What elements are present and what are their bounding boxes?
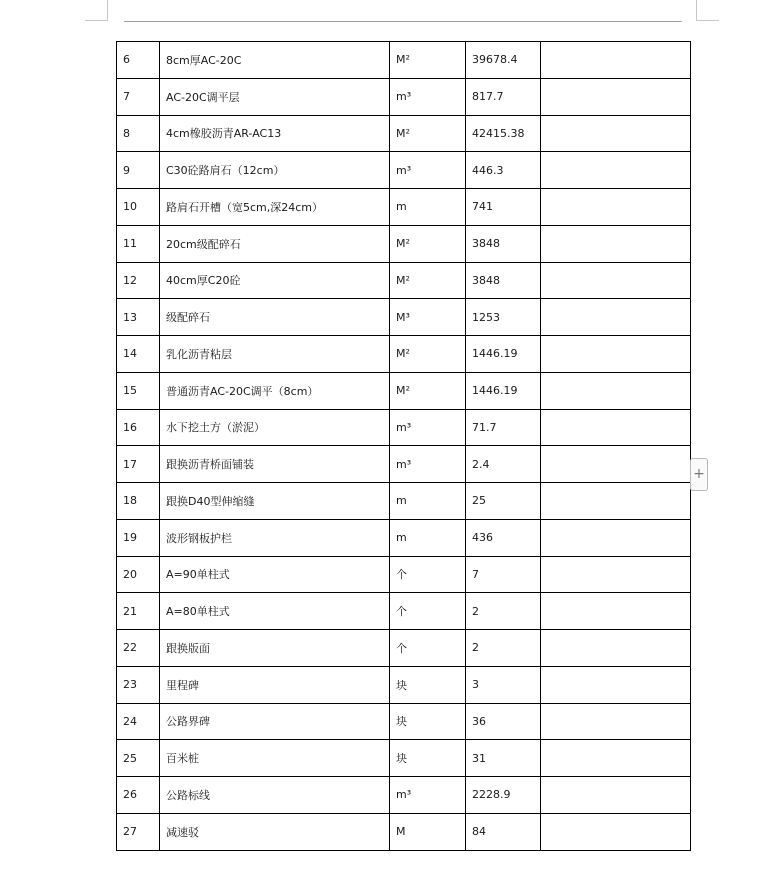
quantity-cell[interactable]: 741 — [466, 189, 541, 226]
unit-cell[interactable]: M — [390, 813, 466, 850]
unit-cell[interactable]: M² — [390, 262, 466, 299]
item-name-cell[interactable]: 4cm橡胶沥青AR-AC13 — [160, 115, 390, 152]
remark-cell[interactable] — [541, 556, 691, 593]
quantity-table-body — [117, 42, 691, 851]
table-row — [117, 813, 691, 850]
row-number-cell[interactable]: 11 — [117, 225, 160, 262]
remark-cell[interactable] — [541, 409, 691, 446]
row-number-cell[interactable]: 7 — [117, 78, 160, 115]
quantity-cell[interactable]: 71.7 — [466, 409, 541, 446]
row-number-cell[interactable]: 25 — [117, 740, 160, 777]
row-number-cell[interactable]: 10 — [117, 189, 160, 226]
item-name-cell[interactable]: 跟换D40型伸缩缝 — [160, 483, 390, 520]
table-row — [117, 703, 691, 740]
item-name-cell[interactable]: 减速驳 — [160, 813, 390, 850]
page-corner-mark-right — [696, 0, 719, 21]
item-name-cell[interactable]: A=80单柱式 — [160, 593, 390, 630]
quantity-cell[interactable]: 2 — [466, 593, 541, 630]
row-number-cell[interactable]: 16 — [117, 409, 160, 446]
item-name-cell[interactable]: A=90单柱式 — [160, 556, 390, 593]
quantity-cell[interactable]: 3848 — [466, 262, 541, 299]
remark-cell[interactable] — [541, 42, 691, 79]
item-name-cell[interactable]: 乳化沥青粘层 — [160, 336, 390, 373]
remark-cell[interactable] — [541, 813, 691, 850]
item-name-cell[interactable]: 里程碑 — [160, 666, 390, 703]
row-number-cell[interactable]: 6 — [117, 42, 160, 79]
item-name-cell[interactable]: 级配碎石 — [160, 299, 390, 336]
remark-cell[interactable] — [541, 630, 691, 667]
table-row — [117, 630, 691, 667]
quantity-cell[interactable]: 25 — [466, 483, 541, 520]
remark-cell[interactable] — [541, 78, 691, 115]
item-name-cell[interactable]: 百米桩 — [160, 740, 390, 777]
table-row — [117, 409, 691, 446]
unit-cell[interactable]: 个 — [390, 593, 466, 630]
quantity-cell[interactable]: 1446.19 — [466, 372, 541, 409]
row-number-cell[interactable]: 13 — [117, 299, 160, 336]
row-number-cell[interactable]: 27 — [117, 813, 160, 850]
table-row — [117, 666, 691, 703]
quantity-cell[interactable]: 817.7 — [466, 78, 541, 115]
quantity-cell[interactable]: 3848 — [466, 225, 541, 262]
unit-cell[interactable]: 块 — [390, 740, 466, 777]
item-name-cell[interactable]: AC-20C调平层 — [160, 78, 390, 115]
row-number-cell[interactable]: 19 — [117, 519, 160, 556]
row-number-cell[interactable]: 8 — [117, 115, 160, 152]
table-row — [117, 115, 691, 152]
remark-cell[interactable] — [541, 152, 691, 189]
item-name-cell[interactable]: 水下挖土方（淤泥） — [160, 409, 390, 446]
remark-cell[interactable] — [541, 262, 691, 299]
item-name-cell[interactable]: C30砼路肩石（12cm） — [160, 152, 390, 189]
remark-cell[interactable] — [541, 299, 691, 336]
unit-cell[interactable]: M³ — [390, 299, 466, 336]
item-name-cell[interactable]: 普通沥青AC-20C调平（8cm） — [160, 372, 390, 409]
row-number-cell[interactable]: 21 — [117, 593, 160, 630]
quantity-cell[interactable]: 1253 — [466, 299, 541, 336]
quantity-table — [116, 41, 691, 851]
table-row — [117, 262, 691, 299]
quantity-cell[interactable]: 2.4 — [466, 446, 541, 483]
row-number-cell[interactable]: 22 — [117, 630, 160, 667]
table-row — [117, 740, 691, 777]
table-row — [117, 225, 691, 262]
table-row — [117, 593, 691, 630]
item-name-cell[interactable]: 20cm级配碎石 — [160, 225, 390, 262]
remark-cell[interactable] — [541, 593, 691, 630]
page-corner-mark-left — [85, 0, 108, 21]
table-row — [117, 42, 691, 79]
unit-cell[interactable]: M² — [390, 115, 466, 152]
unit-cell[interactable]: m³ — [390, 409, 466, 446]
row-number-cell[interactable]: 17 — [117, 446, 160, 483]
table-row — [117, 556, 691, 593]
row-number-cell[interactable]: 24 — [117, 703, 160, 740]
item-name-cell[interactable]: 跟换版面 — [160, 630, 390, 667]
unit-cell[interactable]: 块 — [390, 703, 466, 740]
row-number-cell[interactable]: 12 — [117, 262, 160, 299]
quantity-cell[interactable]: 1446.19 — [466, 336, 541, 373]
unit-cell[interactable]: m — [390, 189, 466, 226]
row-number-cell[interactable]: 9 — [117, 152, 160, 189]
remark-cell[interactable] — [541, 115, 691, 152]
add-row-button[interactable]: + — [690, 458, 708, 491]
quantity-cell[interactable]: 31 — [466, 740, 541, 777]
remark-cell[interactable] — [541, 519, 691, 556]
unit-cell[interactable]: m³ — [390, 78, 466, 115]
remark-cell[interactable] — [541, 372, 691, 409]
table-row — [117, 152, 691, 189]
quantity-cell[interactable]: 2 — [466, 630, 541, 667]
remark-cell[interactable] — [541, 483, 691, 520]
quantity-cell[interactable]: 39678.4 — [466, 42, 541, 79]
remark-cell[interactable] — [541, 666, 691, 703]
row-number-cell[interactable]: 15 — [117, 372, 160, 409]
table-row — [117, 372, 691, 409]
remark-cell[interactable] — [541, 189, 691, 226]
item-name-cell[interactable]: 路肩石开槽（宽5cm,深24cm） — [160, 189, 390, 226]
quantity-cell[interactable]: 446.3 — [466, 152, 541, 189]
quantity-cell[interactable]: 3 — [466, 666, 541, 703]
unit-cell[interactable]: m³ — [390, 777, 466, 814]
unit-cell[interactable]: M² — [390, 336, 466, 373]
unit-cell[interactable]: m — [390, 519, 466, 556]
item-name-cell[interactable]: 8cm厚AC-20C — [160, 42, 390, 79]
unit-cell[interactable]: m³ — [390, 152, 466, 189]
unit-cell[interactable]: M² — [390, 225, 466, 262]
remark-cell[interactable] — [541, 703, 691, 740]
quantity-cell[interactable]: 42415.38 — [466, 115, 541, 152]
unit-cell[interactable]: 个 — [390, 556, 466, 593]
quantity-cell[interactable]: 2228.9 — [466, 777, 541, 814]
quantity-cell[interactable]: 36 — [466, 703, 541, 740]
table-row — [117, 519, 691, 556]
table-row — [117, 336, 691, 373]
table-row — [117, 446, 691, 483]
row-number-cell[interactable]: 18 — [117, 483, 160, 520]
unit-cell[interactable]: 块 — [390, 666, 466, 703]
header-divider — [124, 21, 682, 22]
remark-cell[interactable] — [541, 446, 691, 483]
remark-cell[interactable] — [541, 740, 691, 777]
item-name-cell[interactable]: 波形钢板护栏 — [160, 519, 390, 556]
table-row — [117, 299, 691, 336]
quantity-cell[interactable]: 84 — [466, 813, 541, 850]
table-row — [117, 78, 691, 115]
unit-cell[interactable]: m — [390, 483, 466, 520]
item-name-cell[interactable]: 跟换沥青桥面铺装 — [160, 446, 390, 483]
unit-cell[interactable]: M² — [390, 372, 466, 409]
unit-cell[interactable]: 个 — [390, 630, 466, 667]
quantity-cell[interactable]: 436 — [466, 519, 541, 556]
item-name-cell[interactable]: 40cm厚C20砼 — [160, 262, 390, 299]
remark-cell[interactable] — [541, 225, 691, 262]
row-number-cell[interactable]: 23 — [117, 666, 160, 703]
table-row — [117, 777, 691, 814]
table-row — [117, 483, 691, 520]
row-number-cell[interactable]: 20 — [117, 556, 160, 593]
unit-cell[interactable]: M² — [390, 42, 466, 79]
remark-cell[interactable] — [541, 777, 691, 814]
item-name-cell[interactable]: 公路界碑 — [160, 703, 390, 740]
unit-cell[interactable]: m³ — [390, 446, 466, 483]
row-number-cell[interactable]: 14 — [117, 336, 160, 373]
row-number-cell[interactable]: 26 — [117, 777, 160, 814]
remark-cell[interactable] — [541, 336, 691, 373]
table-row — [117, 189, 691, 226]
quantity-cell[interactable]: 7 — [466, 556, 541, 593]
item-name-cell[interactable]: 公路标线 — [160, 777, 390, 814]
